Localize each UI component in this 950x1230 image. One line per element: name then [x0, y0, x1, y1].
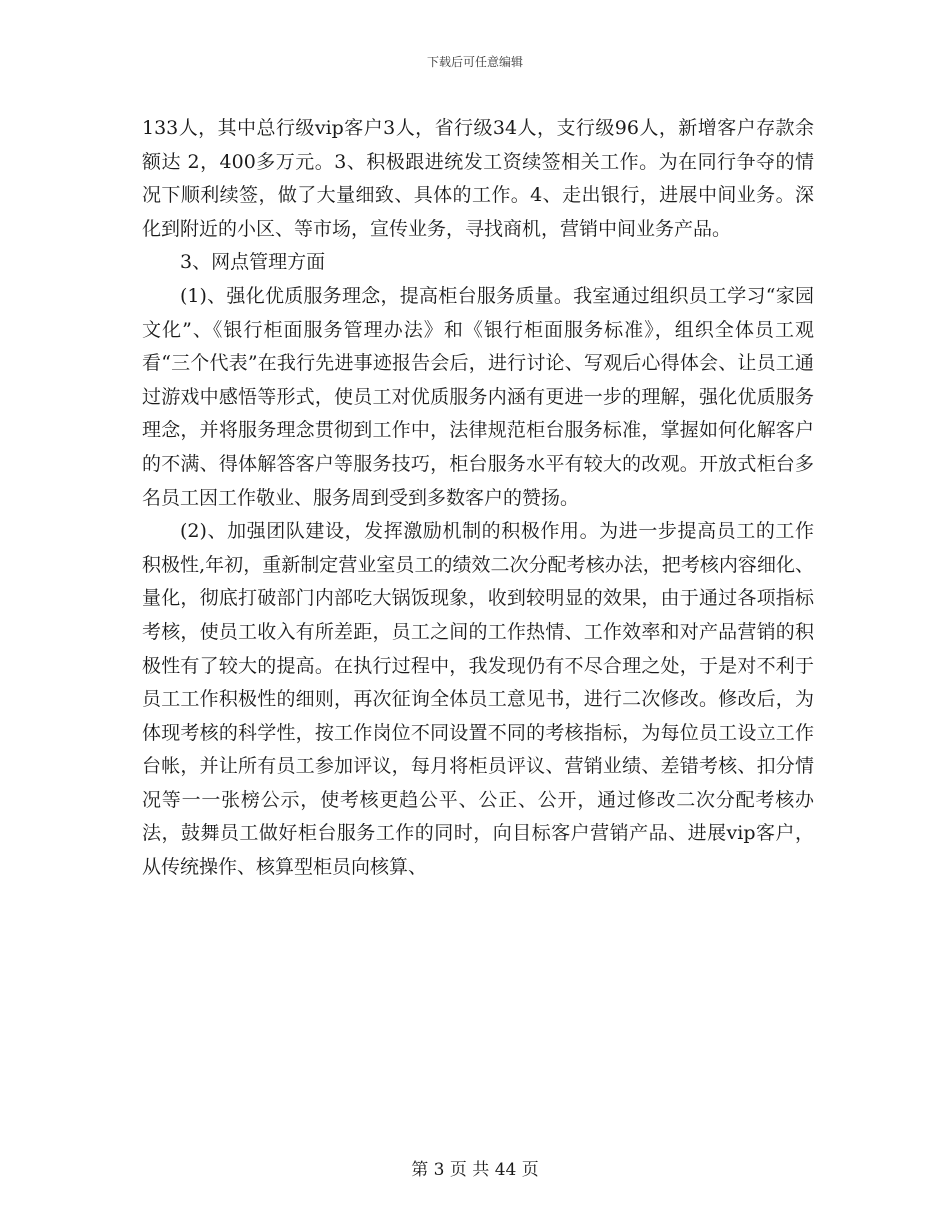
- page-number-footer: 第 3 页 共 44 页: [411, 1160, 539, 1180]
- paragraph-4: (2)、加强团队建设，发挥激励机制的积极作用。为进一步提高员工的工作积极性,年初，重新制定营业室员工的绩效二次分配考核办法，把考核内容细化、量化，彻底打破部门内部吃大锅饭现象，收到较明显的效果，由于通过各项指标考核，使员工收入有所差距，员工之间的工作热情、工作效率和对产品营销的积极性有了较大的提高。在执行过程中，我发现仍有不尽合理之处，于是对不利于员工工作积极性的细则，再次征询全体员工意见书，进行二次修改。修改后，为体现考核的科学性，按工作岗位不同设置不同的考核指标，为每位员工设立工作台帐，并让所有员工参加评议，每月将柜员评议、营销业绩、差错考核、扣分情况等一一张榜公示，使考核更趋公平、公正、公开，通过修改二次分配考核办法，鼓舞员工做好柜台服务工作的同时，向目标客户营销产品、进展vip客户，从传统操作、核算型柜员向核算、: [142, 520, 814, 879]
- paragraph-2-section-heading: 3、网点管理方面: [180, 251, 326, 274]
- paragraph-3: (1)、强化优质服务理念，提高柜台服务质量。我室通过组织员工学习“家园文化”、《银行柜面服务管理办法》和《银行柜面服务标准》，组织全体员工观看“三个代表”在我行先进事迹报告会后，进行讨论、写观后心得体会、让员工通过游戏中感悟等形式，使员工对优质服务内涵有更进一步的理解，强化优质服务理念，并将服务理念贯彻到工作中，法律规范柜台服务标准，掌握如何化解客户的不满、得体解答客户等服务技巧，柜台服务水平有较大的改观。开放式柜台多名员工因工作敬业、服务周到受到多数客户的赞扬。: [142, 284, 814, 509]
- page-header-note: 下载后可任意编辑: [426, 55, 523, 69]
- paragraph-1: 133人，其中总行级vip客户3人，省行级34人，支行级96人，新增客户存款余额达 2，400多万元。3、积极跟进统发工资续签相关工作。为在同行争夺的情况下顺利续签，做了大量细致、具体的工作。4、走出银行，进展中间业务。深化到附近的小区、等市场，宣传业务，寻找商机，营销中间业务产品。: [142, 117, 814, 240]
- document-body: [142, 112, 814, 885]
